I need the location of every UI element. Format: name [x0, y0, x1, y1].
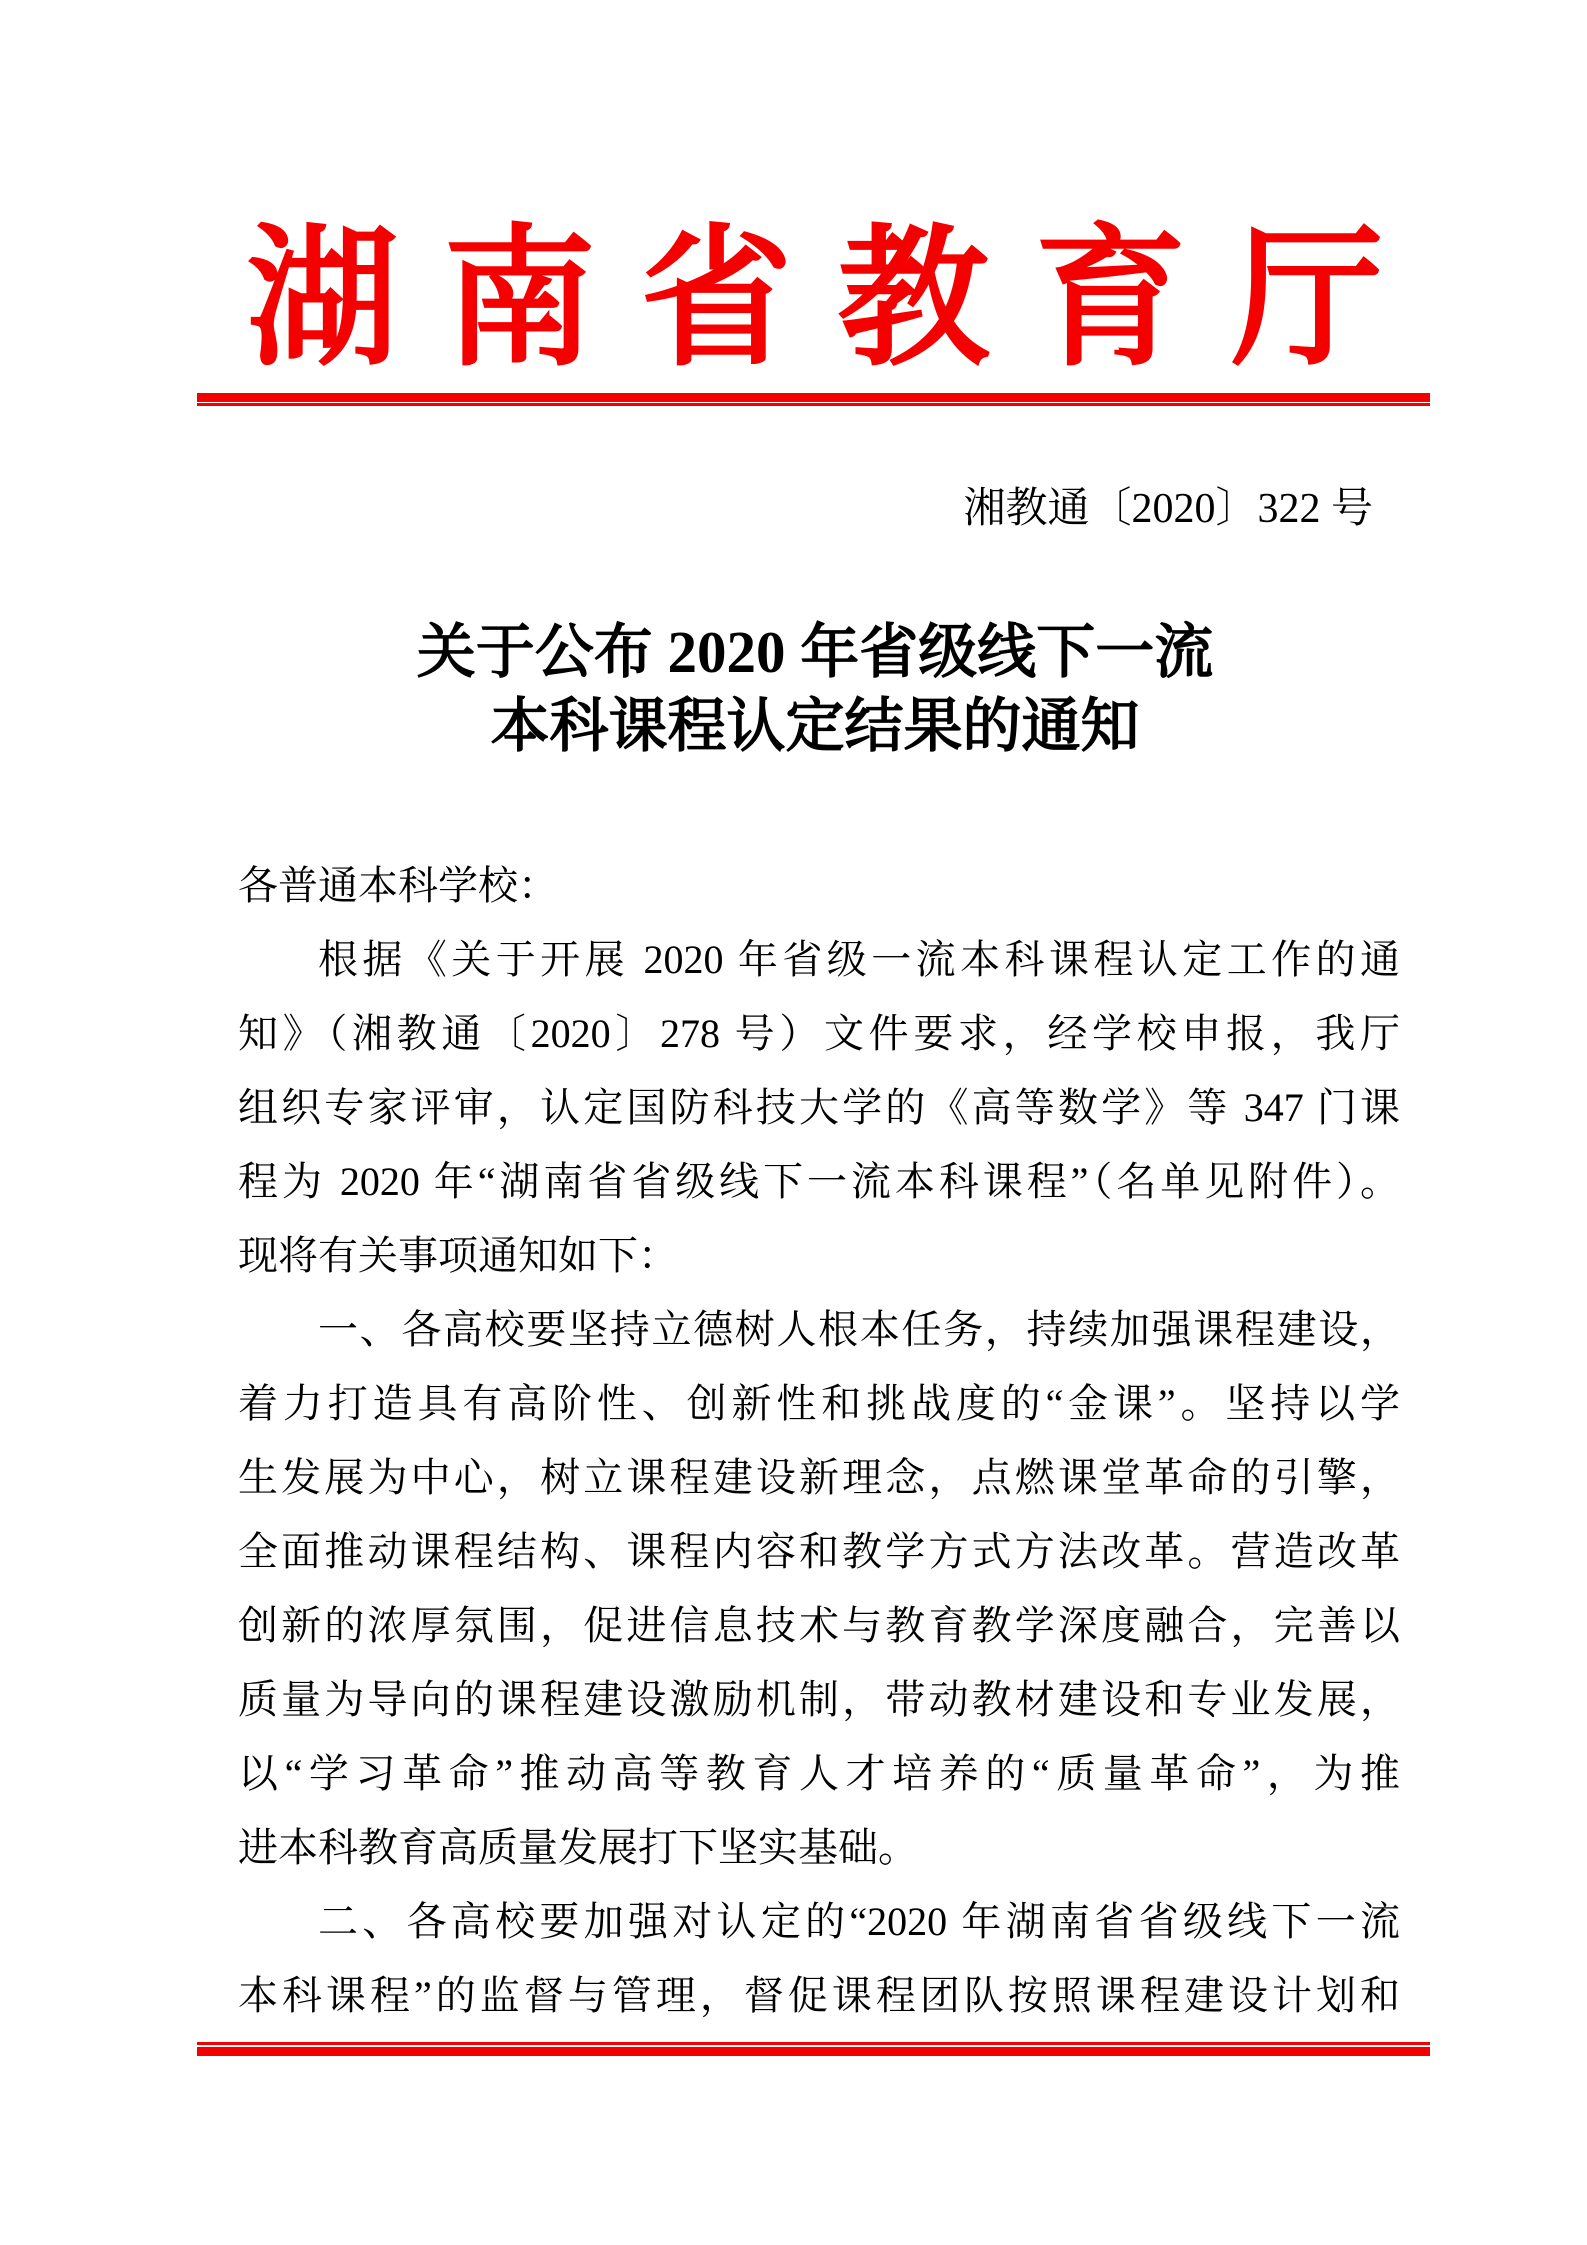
body-text-line: 知》（湘教通〔2020〕278 号）文件要求，经学校申报，我厅 [238, 1011, 1400, 1056]
body-text-line: 各普通本科学校： [238, 863, 558, 908]
body-text-line: 组织专家评审，认定国防科技大学的《高等数学》等 347 门课 [238, 1085, 1400, 1130]
document-title [200, 615, 1430, 763]
body-text-line: 全面推动课程结构、课程内容和教学方式方法改革。营造改革 [238, 1529, 1400, 1574]
body-text-line: 创新的浓厚氛围，促进信息技术与教育教学深度融合，完善以 [238, 1603, 1400, 1648]
red-footer-rule [197, 2042, 1430, 2056]
body-text-line: 质量为导向的课程建设激励机制，带动教材建设和专业发展， [238, 1677, 1400, 1722]
document-title-line-2: 本科课程认定结果的通知 [490, 693, 1140, 759]
document-body [238, 849, 1400, 2033]
body-text-line: 以“学习革命”推动高等教育人才培养的“质量革命”，为推 [238, 1751, 1400, 1796]
body-text-line: 本科课程”的监督与管理，督促课程团队按照课程建设计划和 [238, 1973, 1400, 2018]
body-text-line: 着力打造具有高阶性、创新性和挑战度的“金课”。坚持以学 [238, 1381, 1400, 1426]
red-header-rule [197, 393, 1430, 406]
body-text-line: 进本科教育高质量发展打下坚实基础。 [238, 1825, 918, 1870]
body-text-line: 根据《关于开展 2020 年省级一流本科课程认定工作的通 [318, 937, 1400, 982]
body-text-line: 生发展为中心，树立课程建设新理念，点燃课堂革命的引擎， [238, 1455, 1400, 1500]
body-text-line: 现将有关事项通知如下： [238, 1233, 678, 1278]
body-text-line: 程为 2020 年“湖南省省级线下一流本科课程”（名单见附件）。 [238, 1159, 1400, 1204]
body-text-line: 二、各高校要加强对认定的“2020 年湖南省省级线下一流 [318, 1899, 1400, 1944]
agency-name-header: 湖南省教育厅 [246, 216, 1429, 384]
document-title-line-1: 关于公布 2020 年省级线下一流 [416, 619, 1214, 685]
document-number: 湘教通〔2020〕322 号 [963, 486, 1373, 532]
body-text-line: 一、各高校要坚持立德树人根本任务，持续加强课程建设， [318, 1307, 1400, 1352]
